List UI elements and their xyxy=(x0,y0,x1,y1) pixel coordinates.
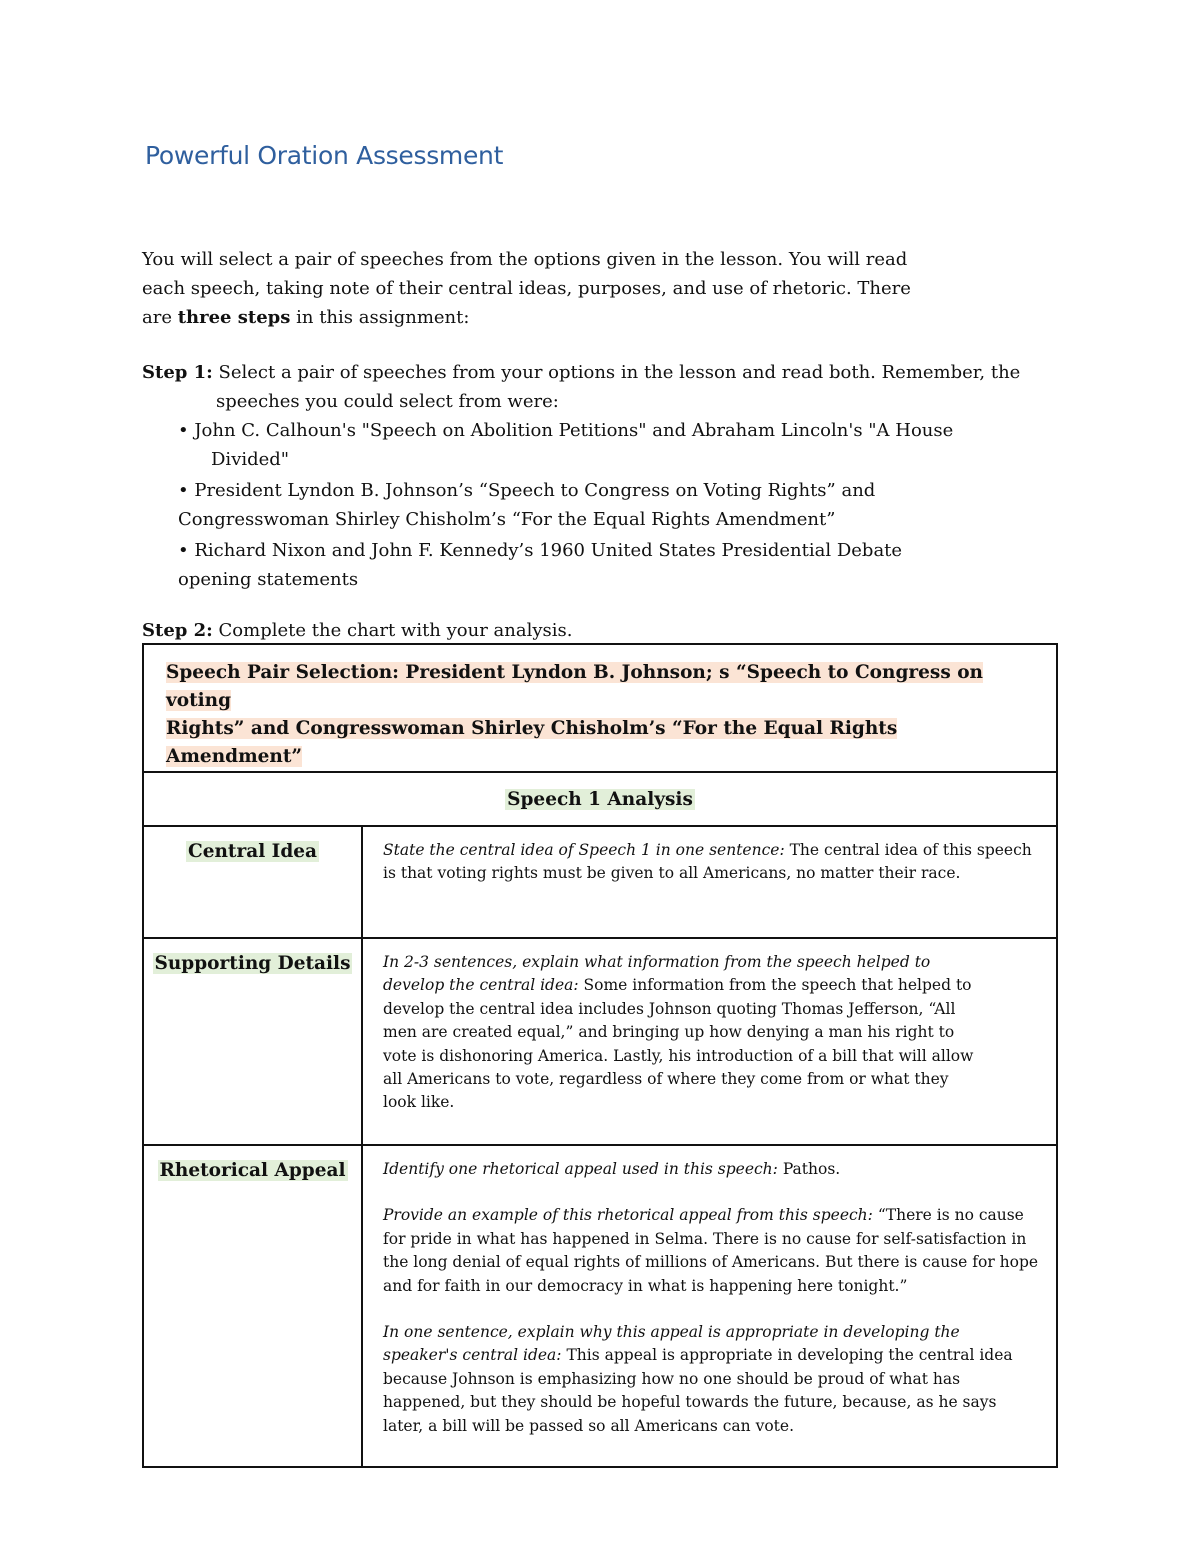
step-2-text: Complete the chart with your analysis. xyxy=(218,620,573,641)
speech-pair-selection xyxy=(143,644,1057,772)
supporting-details-response xyxy=(362,938,1057,1145)
row-label: Rhetorical Appeal xyxy=(159,1160,346,1181)
answer-text: Pathos. xyxy=(777,1160,841,1178)
supporting-details-row xyxy=(143,938,1057,1145)
rhetorical-appeal-row xyxy=(143,1145,1057,1467)
selection-row xyxy=(143,644,1057,772)
answer-text: This appeal is appropriate in developing the central idea because Johnson is emphasizing how no one should be proud of what has happened, but they should be hopeful towards the future, because, as he says later, a bill will be passed so all Americans can vote. xyxy=(383,1346,1013,1435)
prompt-text: State the central idea of Speech 1 in one sentence: xyxy=(383,841,785,859)
speech-option-line: • John C. Calhoun's "Speech on Abolition Petitions" and Abraham Lincoln's "A House xyxy=(178,420,954,441)
answer-text: “There is no cause for pride in what has happened in Selma. There is no cause for self-satisfaction in the long denial of equal rights of millions of Americans. But there is cause for hope and for faith in our democracy in what is happening here tonight.” xyxy=(383,1206,1039,1295)
step-1 xyxy=(142,358,1052,596)
selection-line: Rights” and Congresswoman Shirley Chisholm’s “For the Equal Rights Amendment” xyxy=(166,718,898,767)
analysis-heading-cell xyxy=(143,772,1057,826)
step-1-label: Step 1: xyxy=(142,362,213,383)
answer-text: Some information from the speech that helped to develop the central idea includes Johnson quoting Thomas Jefferson, “All men are created equal,” and bringing up how denying a man his right to vote is dishonoring America. Lastly, his introduction of a bill that will allow all Americans to vote, regardless of where they come from or what they look like. xyxy=(383,976,974,1112)
prompt-text: In 2-3 sentences, explain what information from the speech helped to develop the central idea: xyxy=(383,953,931,995)
response-paragraph xyxy=(383,1321,1023,1438)
response-paragraph xyxy=(383,1204,1046,1298)
intro-line: each speech, taking note of their central ideas, purposes, and use of rhetoric. There xyxy=(142,278,911,299)
intro-text: are xyxy=(142,307,178,328)
speech-option-line: opening statements xyxy=(178,569,359,590)
intro-line xyxy=(142,303,1042,332)
row-label-cell xyxy=(143,1145,362,1467)
central-idea-response xyxy=(362,826,1057,938)
rhetorical-appeal-response xyxy=(362,1145,1057,1467)
answer-text: The central idea of this speech is that voting rights must be given to all Americans, no matter their race. xyxy=(383,841,1032,883)
prompt-text: Provide an example of this rhetorical appeal from this speech: xyxy=(383,1206,873,1225)
row-label: Supporting Details xyxy=(154,953,351,974)
analysis-chart xyxy=(142,643,1058,1468)
row-label: Central Idea xyxy=(187,841,318,862)
speech-option-line: • Richard Nixon and John F. Kennedy’s 1960 United States Presidential Debate xyxy=(178,540,903,561)
step-1-text-continued: speeches you could select from were: xyxy=(216,391,559,412)
prompt-text: Identify one rhetorical appeal used in this speech: xyxy=(383,1160,778,1178)
central-idea-row xyxy=(143,826,1057,938)
step-1-text: Select a pair of speeches from your options in the lesson and read both. Remember, the xyxy=(218,362,1021,383)
selection-line: Speech Pair Selection: President Lyndon B. Johnson; s “Speech to Congress on voting xyxy=(166,662,983,711)
analysis-heading: Speech 1 Analysis xyxy=(507,788,693,810)
intro-line: You will select a pair of speeches from the options given in the lesson. You will read xyxy=(142,249,908,270)
speech-option xyxy=(178,476,1052,534)
speech-options-list xyxy=(142,416,1052,594)
step-2 xyxy=(142,618,572,644)
speech-option-line: • President Lyndon B. Johnson’s “Speech to Congress on Voting Rights” and xyxy=(178,480,876,501)
response-paragraph xyxy=(383,839,1046,886)
row-label-cell xyxy=(143,938,362,1145)
intro-paragraph xyxy=(142,245,1042,332)
speech-option xyxy=(178,416,1052,474)
speech-option-line: Divided" xyxy=(211,449,290,470)
intro-emphasis: three steps xyxy=(177,307,291,328)
intro-text: in this assignment: xyxy=(290,307,470,328)
step-1-lead xyxy=(142,358,1052,387)
speech-option-line: Congresswoman Shirley Chisholm’s “For the Equal Rights Amendment” xyxy=(178,509,836,530)
heading-row xyxy=(143,772,1057,826)
speech-option xyxy=(178,536,1052,594)
page-title: Powerful Oration Assessment xyxy=(145,141,504,170)
row-label-cell xyxy=(143,826,362,938)
response-paragraph xyxy=(383,1158,1046,1181)
response-paragraph xyxy=(383,951,983,1115)
step-2-label: Step 2: xyxy=(142,620,213,641)
prompt-text: In one sentence, explain why this appeal is appropriate in developing the speaker's central idea: xyxy=(383,1323,960,1365)
